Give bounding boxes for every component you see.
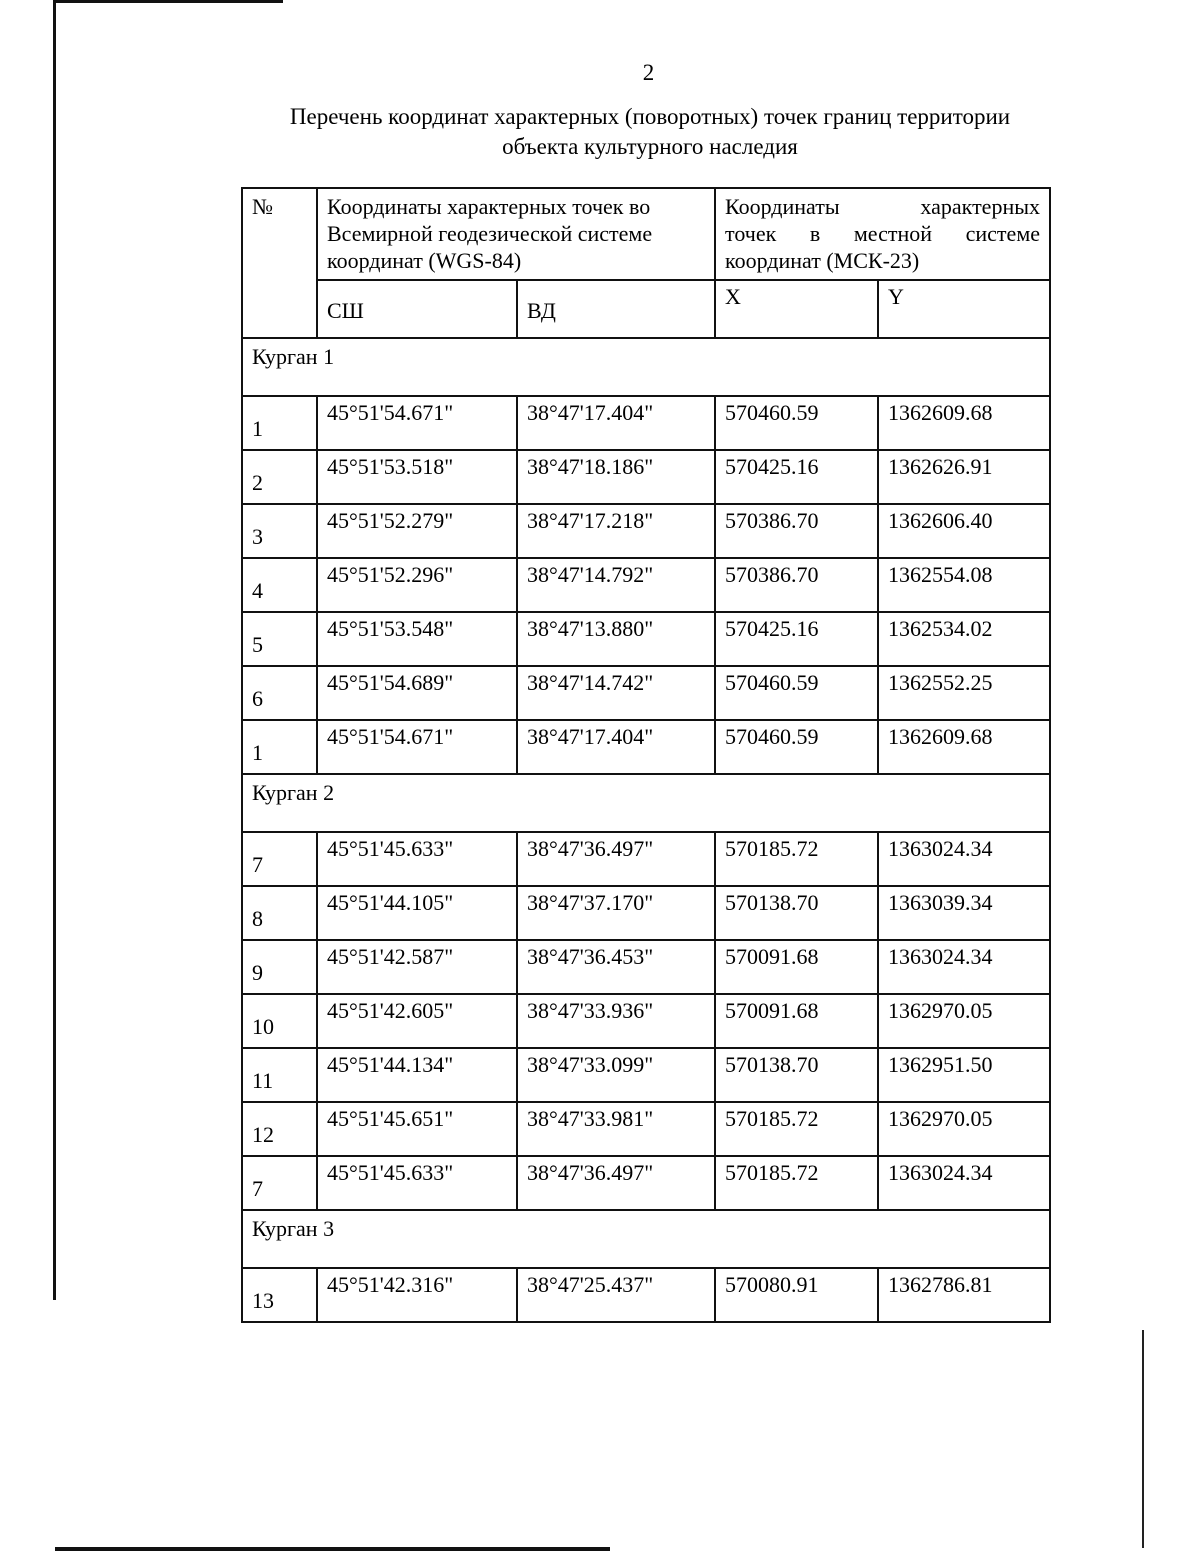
y-coordinate-cell: 1362970.05: [878, 1102, 1050, 1156]
table-row: [242, 666, 1050, 720]
y-coordinate-cell: 1363024.34: [878, 940, 1050, 994]
y-coordinate-cell: 1363039.34: [878, 886, 1050, 940]
header-wgs84-line-2: Всемирной геодезической системе: [327, 221, 653, 246]
latitude-cell: 45°51'54.689": [317, 666, 517, 720]
latitude-cell: 45°51'45.651": [317, 1102, 517, 1156]
scan-border-top: [53, 0, 283, 3]
table-row: [242, 396, 1050, 450]
longitude-cell: 38°47'36.453": [517, 940, 715, 994]
longitude-cell: 38°47'33.936": [517, 994, 715, 1048]
x-coordinate-cell: 570185.72: [715, 1102, 878, 1156]
latitude-cell: 45°51'44.134": [317, 1048, 517, 1102]
y-coordinate-cell: 1362609.68: [878, 720, 1050, 774]
longitude-cell: 38°47'37.170": [517, 886, 715, 940]
header-lat: СШ: [317, 280, 517, 338]
latitude-cell: 45°51'54.671": [317, 720, 517, 774]
x-coordinate-cell: 570138.70: [715, 886, 878, 940]
point-number-cell: 5: [242, 612, 317, 666]
scan-border-right: [1142, 1330, 1144, 1548]
header-row-2: [242, 280, 1050, 338]
point-number-cell: 2: [242, 450, 317, 504]
longitude-cell: 38°47'36.497": [517, 1156, 715, 1210]
header-lon: ВД: [517, 280, 715, 338]
title-line-2: объекта культурного наследия: [502, 134, 798, 159]
point-number-cell: 7: [242, 832, 317, 886]
y-coordinate-cell: 1363024.34: [878, 1156, 1050, 1210]
x-coordinate-cell: 570425.16: [715, 450, 878, 504]
header-wgs84-line-1: Координаты характерных точек во: [327, 194, 651, 219]
x-coordinate-cell: 570460.59: [715, 666, 878, 720]
longitude-cell: 38°47'17.404": [517, 396, 715, 450]
longitude-cell: 38°47'36.497": [517, 832, 715, 886]
point-number-cell: 11: [242, 1048, 317, 1102]
latitude-cell: 45°51'45.633": [317, 1156, 517, 1210]
table-row: [242, 994, 1050, 1048]
scan-border-bottom: [55, 1547, 610, 1551]
point-number-cell: 9: [242, 940, 317, 994]
coordinates-table: [241, 187, 1051, 1323]
table-row: [242, 1156, 1050, 1210]
longitude-cell: 38°47'14.792": [517, 558, 715, 612]
table-row: [242, 720, 1050, 774]
y-coordinate-cell: 1362626.91: [878, 450, 1050, 504]
longitude-cell: 38°47'13.880": [517, 612, 715, 666]
point-number-cell: 12: [242, 1102, 317, 1156]
title-line-1: Перечень координат характерных (поворотных) точек границ территории: [289, 104, 1011, 129]
table-row: [242, 1268, 1050, 1322]
latitude-cell: 45°51'52.279": [317, 504, 517, 558]
group-title: Курган 3: [242, 1210, 1050, 1268]
x-coordinate-cell: 570425.16: [715, 612, 878, 666]
y-coordinate-cell: 1363024.34: [878, 832, 1050, 886]
header-wgs84-line-3: координат (WGS-84): [327, 248, 522, 273]
coordinates-table-body: [242, 188, 1050, 1322]
latitude-cell: 45°51'54.671": [317, 396, 517, 450]
table-row: [242, 450, 1050, 504]
point-number-cell: 8: [242, 886, 317, 940]
x-coordinate-cell: 570386.70: [715, 558, 878, 612]
table-row: [242, 1102, 1050, 1156]
latitude-cell: 45°51'42.605": [317, 994, 517, 1048]
header-msk23-line-1: Координаты характерных: [725, 194, 1041, 219]
y-coordinate-cell: 1362951.50: [878, 1048, 1050, 1102]
header-x: X: [715, 280, 878, 338]
longitude-cell: 38°47'14.742": [517, 666, 715, 720]
latitude-cell: 45°51'53.518": [317, 450, 517, 504]
scan-border-left: [53, 0, 56, 1300]
point-number-cell: 3: [242, 504, 317, 558]
longitude-cell: 38°47'17.218": [517, 504, 715, 558]
header-row-1: [242, 188, 1050, 280]
x-coordinate-cell: 570185.72: [715, 832, 878, 886]
group-row: [242, 774, 1050, 832]
group-title: Курган 1: [242, 338, 1050, 396]
latitude-cell: 45°51'45.633": [317, 832, 517, 886]
page-number: 2: [642, 60, 655, 85]
y-coordinate-cell: 1362786.81: [878, 1268, 1050, 1322]
y-coordinate-cell: 1362554.08: [878, 558, 1050, 612]
header-msk23-line-3: координат (МСК-23): [725, 248, 920, 273]
point-number-cell: 1: [242, 720, 317, 774]
point-number-cell: 7: [242, 1156, 317, 1210]
point-number-cell: 10: [242, 994, 317, 1048]
y-coordinate-cell: 1362552.25: [878, 666, 1050, 720]
latitude-cell: 45°51'52.296": [317, 558, 517, 612]
x-coordinate-cell: 570091.68: [715, 940, 878, 994]
table-row: [242, 886, 1050, 940]
group-row: [242, 338, 1050, 396]
table-row: [242, 832, 1050, 886]
table-row: [242, 504, 1050, 558]
x-coordinate-cell: 570185.72: [715, 1156, 878, 1210]
longitude-cell: 38°47'33.981": [517, 1102, 715, 1156]
header-number: №: [242, 188, 317, 338]
x-coordinate-cell: 570138.70: [715, 1048, 878, 1102]
x-coordinate-cell: 570386.70: [715, 504, 878, 558]
y-coordinate-cell: 1362609.68: [878, 396, 1050, 450]
table-row: [242, 1048, 1050, 1102]
point-number-cell: 13: [242, 1268, 317, 1322]
table-row: [242, 558, 1050, 612]
y-coordinate-cell: 1362534.02: [878, 612, 1050, 666]
y-coordinate-cell: 1362606.40: [878, 504, 1050, 558]
x-coordinate-cell: 570460.59: [715, 396, 878, 450]
document-title: [240, 102, 1060, 162]
latitude-cell: 45°51'44.105": [317, 886, 517, 940]
point-number-cell: 1: [242, 396, 317, 450]
group-row: [242, 1210, 1050, 1268]
header-wgs84: [317, 188, 715, 280]
table-row: [242, 940, 1050, 994]
group-title: Курган 2: [242, 774, 1050, 832]
header-y: Y: [878, 280, 1050, 338]
point-number-cell: 6: [242, 666, 317, 720]
longitude-cell: 38°47'33.099": [517, 1048, 715, 1102]
latitude-cell: 45°51'42.587": [317, 940, 517, 994]
longitude-cell: 38°47'18.186": [517, 450, 715, 504]
latitude-cell: 45°51'42.316": [317, 1268, 517, 1322]
x-coordinate-cell: 570080.91: [715, 1268, 878, 1322]
longitude-cell: 38°47'25.437": [517, 1268, 715, 1322]
latitude-cell: 45°51'53.548": [317, 612, 517, 666]
x-coordinate-cell: 570091.68: [715, 994, 878, 1048]
longitude-cell: 38°47'17.404": [517, 720, 715, 774]
x-coordinate-cell: 570460.59: [715, 720, 878, 774]
header-msk23: [715, 188, 1050, 280]
y-coordinate-cell: 1362970.05: [878, 994, 1050, 1048]
header-msk23-line-2: точек в местной системе: [725, 221, 1041, 246]
table-row: [242, 612, 1050, 666]
point-number-cell: 4: [242, 558, 317, 612]
